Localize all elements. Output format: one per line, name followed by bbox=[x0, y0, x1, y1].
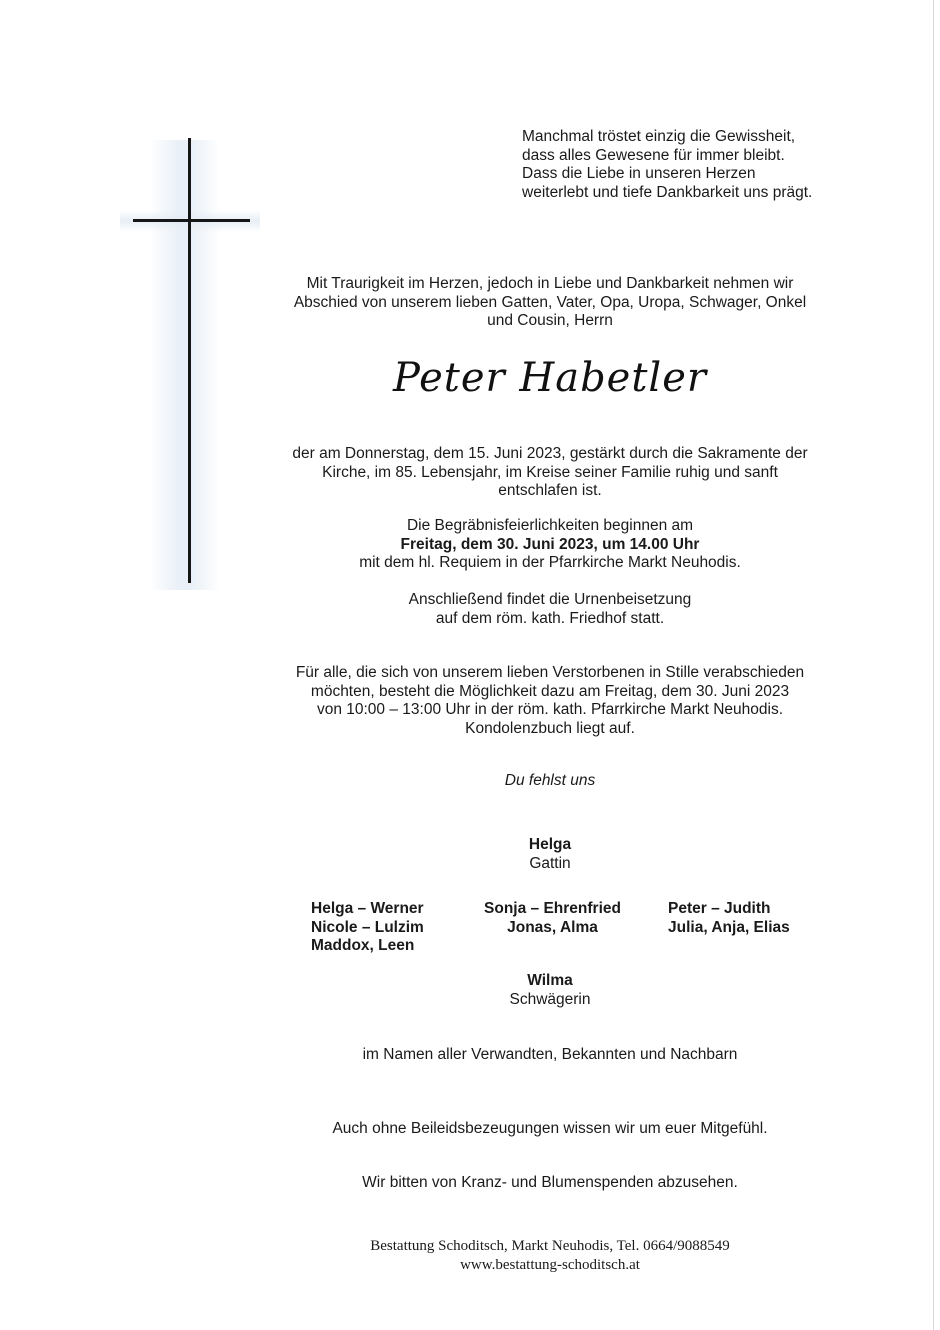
poem-line: Manchmal tröstet einzig die Gewissheit, bbox=[522, 128, 796, 145]
sister-in-law-entry bbox=[450, 972, 650, 1009]
urn-burial-info bbox=[350, 591, 750, 628]
intro-line: und Cousin, Herrn bbox=[487, 312, 613, 329]
spouse-role: Gattin bbox=[529, 854, 571, 872]
funeral-home-footer bbox=[250, 1237, 850, 1275]
poem-line: dass alles Gewesene für immer bleibt. bbox=[522, 146, 785, 164]
family-member: Jonas, Alma bbox=[507, 918, 598, 936]
poem bbox=[522, 128, 852, 202]
funeral-intro: Die Begräbnisfeierlichkeiten beginnen am bbox=[406, 517, 694, 534]
funeral-info bbox=[300, 517, 800, 573]
cross-horizontal-bar bbox=[133, 219, 250, 222]
family-member: Helga – Werner bbox=[311, 900, 424, 917]
viewing-line: von 10:00 – 13:00 Uhr in der röm. kath. Pfarrkirche Markt Neuhodis. bbox=[316, 701, 784, 718]
funeral-date-time: Freitag, dem 30. Juni 2023, um 14.00 Uhr bbox=[400, 535, 700, 553]
death-notice-line: entschlafen ist. bbox=[498, 482, 602, 499]
viewing-info bbox=[270, 664, 830, 738]
page-edge-line bbox=[933, 0, 934, 1330]
cross-glow bbox=[150, 140, 220, 590]
family-member: Maddox, Leen bbox=[311, 937, 415, 954]
intro-line: Abschied von unserem lieben Gatten, Vater, Opa, Uropa, Schwager, Onkel bbox=[293, 293, 807, 311]
spouse-entry bbox=[450, 836, 650, 873]
death-notice bbox=[270, 445, 830, 501]
sister-in-law-role: Schwägerin bbox=[509, 990, 591, 1008]
viewing-line: möchten, besteht die Möglichkeit dazu am Freitag, dem 30. Juni 2023 bbox=[310, 682, 790, 700]
spouse-name: Helga bbox=[528, 836, 572, 853]
deceased-name: Peter Habetler bbox=[392, 355, 708, 401]
miss-you-text: Du fehlst uns bbox=[504, 772, 596, 789]
urn-line: Anschließend findet die Urnenbeisetzung bbox=[408, 591, 692, 608]
funeral-location: mit dem hl. Requiem in der Pfarrkirche Markt Neuhodis. bbox=[359, 554, 741, 571]
family-column-2 bbox=[470, 900, 635, 937]
on-behalf-text: im Namen aller Verwandten, Bekannten und Nachbarn bbox=[362, 1046, 738, 1063]
viewing-line: Kondolenzbuch liegt auf. bbox=[465, 719, 635, 737]
poem-line: weiterlebt und tiefe Dankbarkeit uns prägt. bbox=[522, 183, 813, 201]
flowers-text: Wir bitten von Kranz- und Blumenspenden abzusehen. bbox=[362, 1174, 738, 1191]
funeral-home-contact: Bestattung Schoditsch, Markt Neuhodis, Tel. 0664/9088549 bbox=[370, 1238, 730, 1254]
death-notice-line: der am Donnerstag, dem 15. Juni 2023, gestärkt durch die Sakramente der bbox=[292, 445, 808, 462]
family-member: Nicole – Lulzim bbox=[311, 918, 424, 936]
family-column-3 bbox=[668, 900, 828, 937]
sister-in-law-name: Wilma bbox=[527, 972, 573, 989]
intro-text bbox=[270, 275, 830, 331]
family-member: Julia, Anja, Elias bbox=[668, 918, 790, 936]
intro-line: Mit Traurigkeit im Herzen, jedoch in Liebe und Dankbarkeit nehmen wir bbox=[306, 275, 794, 292]
death-notice-line: Kirche, im 85. Lebensjahr, im Kreise seiner Familie ruhig und sanft bbox=[322, 463, 778, 481]
funeral-home-website: www.bestattung-schoditsch.at bbox=[460, 1257, 640, 1273]
urn-line: auf dem röm. kath. Friedhof statt. bbox=[435, 609, 665, 627]
family-member: Sonja – Ehrenfried bbox=[484, 900, 621, 917]
cross-icon bbox=[120, 130, 260, 590]
poem-line: Dass die Liebe in unseren Herzen bbox=[522, 165, 756, 182]
cross-vertical-bar bbox=[188, 138, 191, 583]
family-column-1 bbox=[311, 900, 481, 956]
family-member: Peter – Judith bbox=[668, 900, 771, 917]
viewing-line: Für alle, die sich von unserem lieben Verstorbenen in Stille verabschieden bbox=[295, 664, 805, 681]
sympathy-text: Auch ohne Beileidsbezeugungen wissen wir um euer Mitgefühl. bbox=[332, 1120, 768, 1137]
